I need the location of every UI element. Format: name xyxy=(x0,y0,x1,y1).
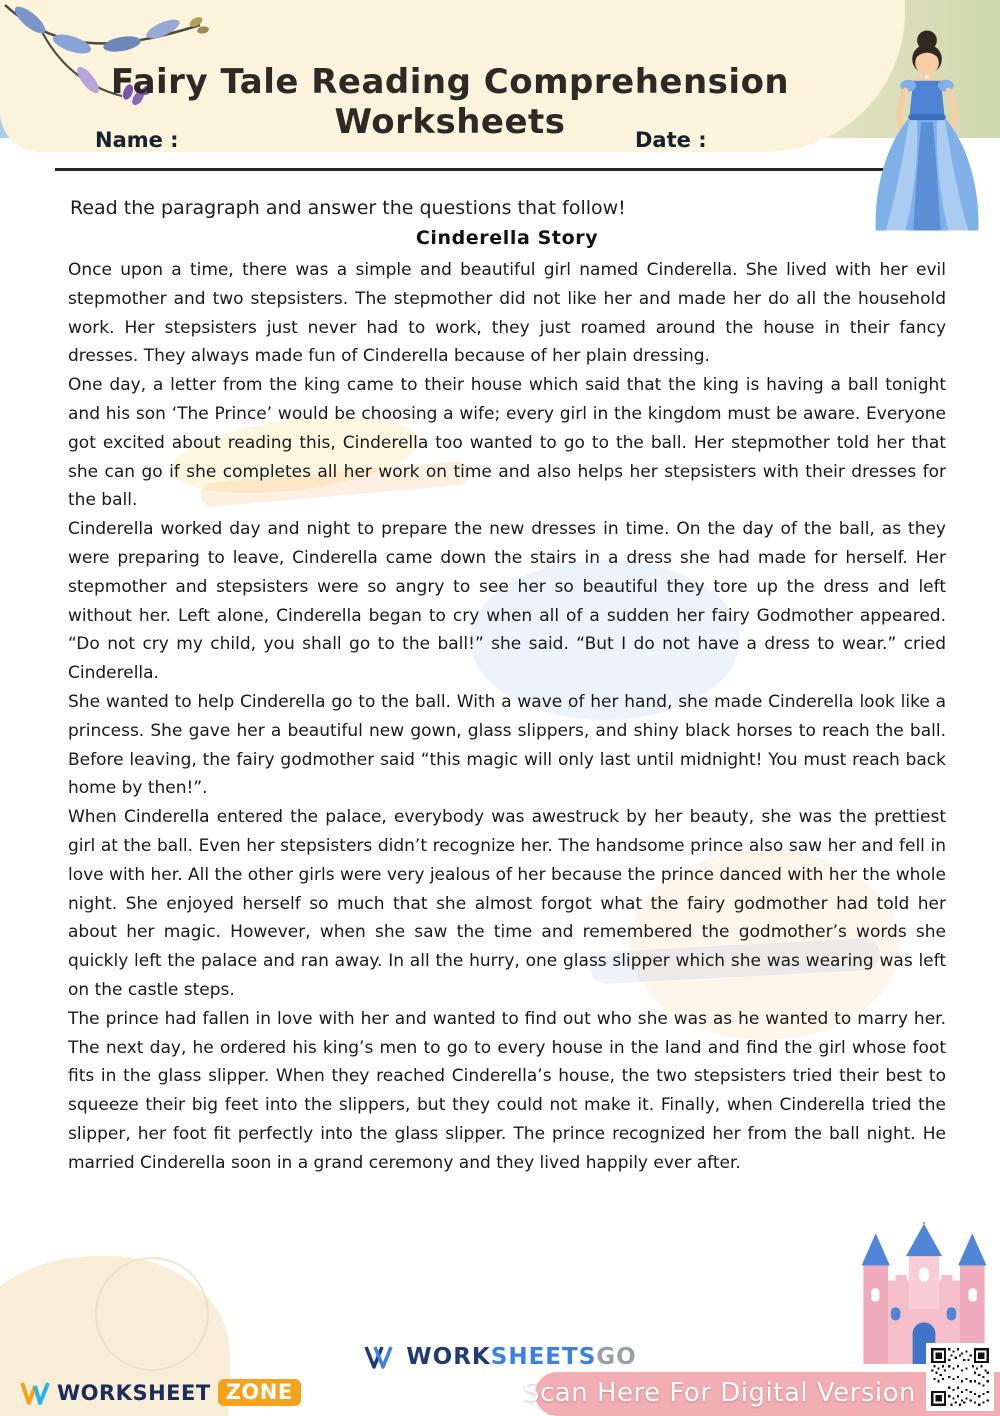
page-title: Fairy Tale Reading Comprehension Worksheets xyxy=(110,62,790,142)
story-paragraph: When Cinderella entered the palace, everybody was awestruck by her beauty, she was the prettiest girl at the ball. Even her stepsisters didn’t recognize her. The handsome prince also saw her and fell in love with her. All the other girls were very jealous of her because the prince danced with her the whole night. She enjoyed herself so much that she almost forgot what the fairy godmother had told her about her magic. However, when she saw the time and remembered the godmother’s words she quickly left the palace and ran away. In all the hurry, one glass slipper which she was wearing was left on the castle steps. xyxy=(68,807,946,1000)
name-label: Name : xyxy=(95,128,179,152)
worksheet-content xyxy=(68,197,946,1178)
brand-sheets-text: SHEETS xyxy=(490,1344,597,1370)
worksheetzone-logo xyxy=(20,1379,301,1406)
story-paragraph: She wanted to help Cinderella go to the ball. With a wave of her hand, she made Cinderella look like a princess. She gave her a beautiful new gown, glass slippers, and shiny black horses to reach the ball. Before leaving, the fairy godmother said “this magic will only last until midnight! You must reach back home by then!”. xyxy=(68,691,946,799)
header-divider xyxy=(55,168,945,171)
w-chevron-icon xyxy=(363,1344,397,1370)
cinderella-illustration xyxy=(858,26,996,236)
story-paragraph: The prince had fallen in love with her and wanted to find out who she was as he wanted to marry her. The next day, he ordered his king’s men to go to every house in the land and find the girl whose foot fits in the glass slipper. When they reached Cinderella’s house, the two stepsisters tried their best to squeeze their big feet into the slippers, but they could not make it. Finally, when Cinderella tried the slipper, her foot fit perfectly into the glass slipper. The prince recognized her from the ball night. He married Cinderella soon in a grand ceremony and they lived happily ever after. xyxy=(68,1008,946,1173)
worksheetsgo-logo xyxy=(0,1344,1000,1370)
brand-work-text: WORK xyxy=(406,1344,491,1370)
scan-here-text: Scan Here For Digital Version xyxy=(523,1378,916,1408)
story-paragraph: Once upon a time, there was a simple and beautiful girl named Cinderella. She lived with her evil stepmother and two stepsisters. The stepmother did not like her and made her do all the household work. Her stepsisters just never had to work, they just roamed around the house in their fancy dresses. They always made fun of Cinderella because of her plain dressing. xyxy=(68,260,946,367)
zone-worksheet-text: WORKSHEET xyxy=(57,1380,211,1405)
story-paragraph: Cinderella worked day and night to prepare the new dresses in time. On the day of the ball, as they were preparing to leave, Cinderella came down the stairs in a dress she had made for herself. Her stepmother and stepsisters were so angry to see her so beautiful they tore up the dress and left without her. Left alone, Cinderella began to cry when all of a sudden her fairy Godmother appeared. “Do not cry my child, you shall go to the ball!” she said. “But I do not have a dress to wear.” cried Cinderella. xyxy=(68,519,946,684)
brand-go-text: GO xyxy=(596,1344,637,1370)
qr-code xyxy=(926,1343,994,1411)
story-paragraph: One day, a letter from the king came to their house which said that the king is having a ball tonight and his son ‘The Prince’ would be choosing a wife; every girl in the kingdom must be aware. Everyone got excited about reading this, Cinderella too wanted to go to the ball. Her stepmother told her that she can go if she completes all her work on time and also helps her stepsisters with their dresses for the ball. xyxy=(68,375,946,511)
instructions-text: Read the paragraph and answer the questions that follow! xyxy=(70,197,626,219)
story-body xyxy=(68,256,946,1178)
story-title: Cinderella Story xyxy=(415,227,599,249)
date-label: Date : xyxy=(635,128,707,152)
worksheetzone-w-icon xyxy=(20,1380,50,1406)
zone-zone-text: ZONE xyxy=(218,1379,301,1406)
